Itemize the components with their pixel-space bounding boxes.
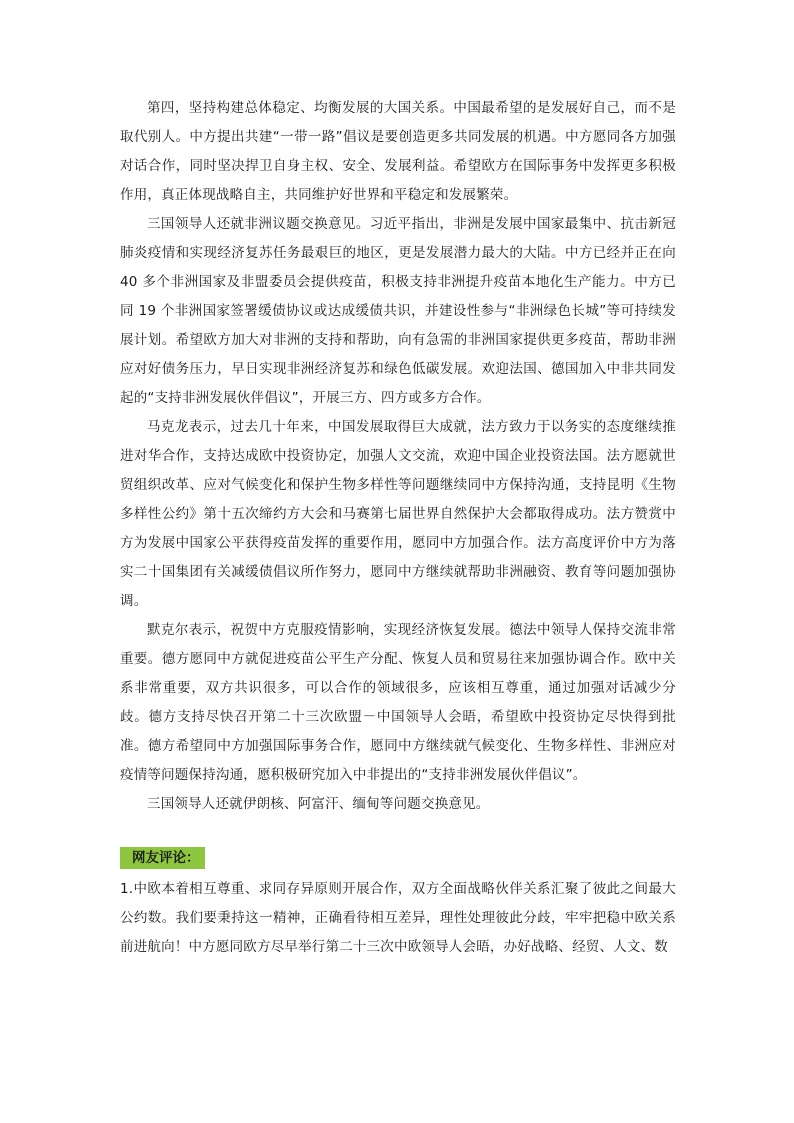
article-paragraph-fourth-point: 第四，坚持构建总体稳定、均衡发展的大国关系。中国最希望的是发展好自己，而不是取代别人。中方提出共建“一带一路”倡议是要创造更多共同发展的机遇。中方愿同各方加强对话合作，同时坚决捍卫自身主权、安全、发展利益。希望欧方在国际事务中发挥更多积极作用，真正体现战略自主，共同维护好世界和平稳定和发展繁荣。 [120, 100, 676, 203]
article-paragraph-merkel: 默克尔表示，祝贺中方克服疫情影响，实现经济恢复发展。德法中领导人保持交流非常重要。德方愿同中方就促进疫苗公平生产分配、恢复人员和贸易往来加强协调合作。欧中关系非常重要，双方共识很多，可以合作的领域很多，应该相互尊重，通过加强对话减少分歧。德方支持尽快召开第二十三次欧盟－中国领导人会晤，希望欧中投资协定尽快得到批准。德方希望同中方加强国际事务合作，愿同中方继续就气候变化、生物多样性、非洲应对疫情等问题保持沟通，愿积极研究加入中非提出的“支持非洲发展伙伴倡议”。 [120, 622, 676, 783]
section-spacer [120, 819, 676, 843]
article-paragraph-other-issues: 三国领导人还就伊朗核、阿富汗、缅甸等问题交换意见。 [147, 796, 490, 812]
comments-header [120, 847, 676, 875]
article-body [120, 94, 676, 962]
comment-item: 1.中欧本着相互尊重、求同存异原则开展合作，双方全面战略伙伴关系汇聚了彼此之间最大公约数。我们要秉持这一精神，正确看待相互差异，理性处理彼此分歧，牢牢把稳中欧关系前进航向！中方愿同欧方尽早举行第二十三次中欧领导人会晤，办好战略、经贸、人文、数 [120, 881, 676, 955]
article-paragraph-africa: 三国领导人还就非洲议题交换意见。习近平指出，非洲是发展中国家最集中、抗击新冠肺炎疫情和实现经济复苏任务最艰巨的地区，更是发展潜力最大的大陆。中方已经并正在向 40 多个非洲国家及非盟委员会提供疫苗，积极支持非洲提升疫苗本地化生产能力。中方已同 19 个非洲国家签署缓债协议或达成缓债共识，并建设性参与“非洲绿色长城”等可持续发展计划。希望欧方加大对非洲的支持和帮助，向有急需的非洲国家提供更多疫苗，帮助非洲应对好债务压力，早日实现非洲经济复苏和绿色低碳发展。欢迎法国、德国加入中非共同发起的“支持非洲发展伙伴倡议”，开展三方、四方或多方合作。 [120, 216, 676, 406]
article-paragraph-macron: 马克龙表示，过去几十年来，中国发展取得巨大成就，法方致力于以务实的态度继续推进对华合作，支持达成欧中投资协定，加强人文交流，欢迎中国企业投资法国。法方愿就世贸组织改革、应对气候变化和保护生物多样性等问题继续同中方保持沟通，支持昆明《生物多样性公约》第十五次缔约方大会和马赛第七届世界自然保护大会都取得成功。法方赞赏中方为发展中国家公平获得疫苗发挥的重要作用，愿同中方加强合作。法方高度评价中方为落实二十国集团有关减缓债倡议所作努力，愿同中方继续就帮助非洲融资、教育等问题加强协调。 [120, 419, 676, 609]
comments-label: 网友评论： [120, 847, 205, 869]
